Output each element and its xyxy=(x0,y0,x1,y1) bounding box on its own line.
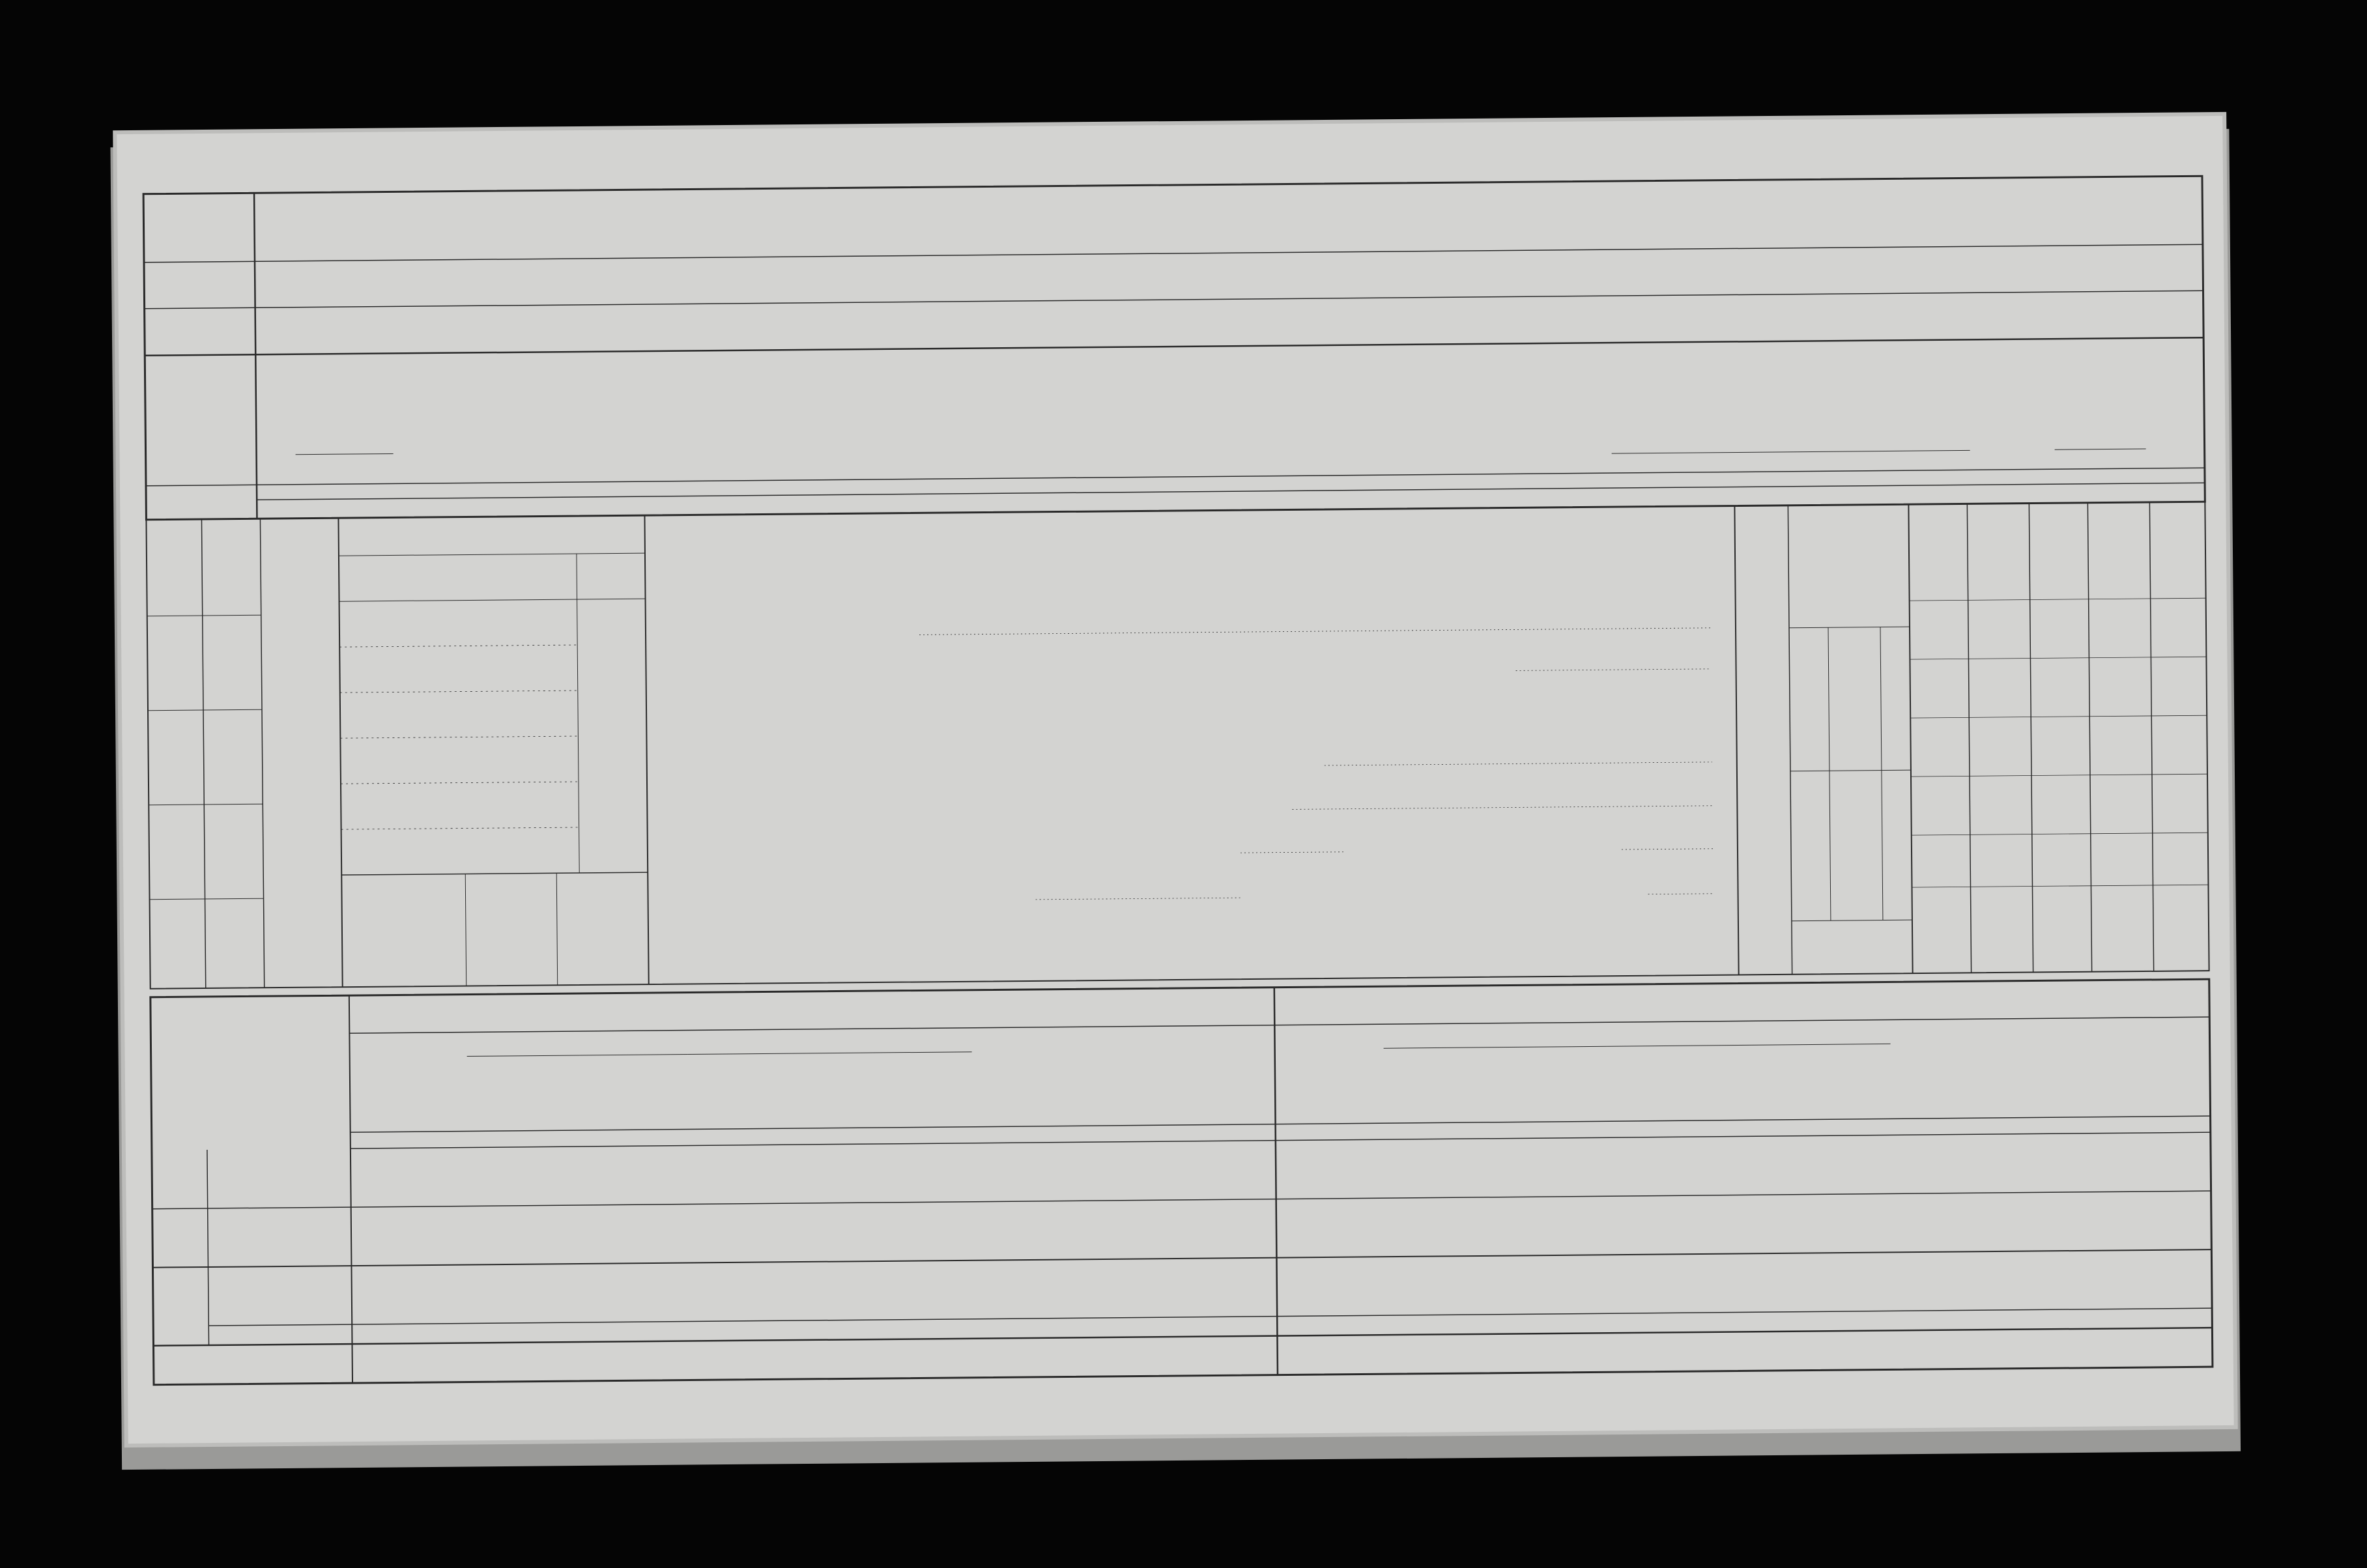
census-card xyxy=(117,116,2233,1444)
form-grid xyxy=(117,116,2233,1444)
